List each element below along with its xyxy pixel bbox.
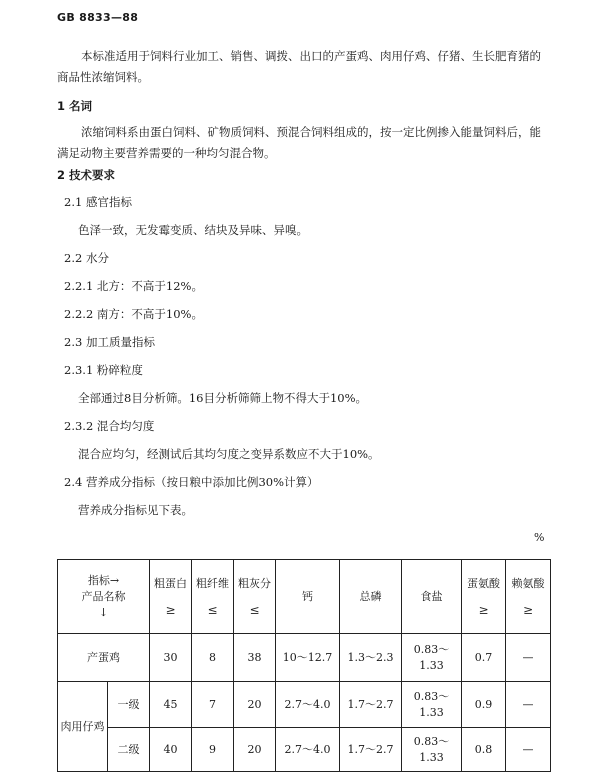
corner-product-label: 产品名称 (81, 589, 126, 603)
product-name-cell: 肉用仔鸡 (58, 682, 108, 772)
table-cell: — (506, 634, 551, 682)
section-2-3-1-heading: 2.3.1 粉碎粒度 (64, 363, 143, 377)
table-cell: 10～12.7 (276, 634, 340, 682)
table-row (58, 682, 551, 728)
column-header (234, 560, 276, 634)
grade-cell: 一级 (108, 682, 150, 728)
table-cell: 2.7～4.0 (276, 682, 340, 728)
table-cell: 1.7～2.7 (340, 682, 402, 728)
table-cell: 0.9 (462, 682, 506, 728)
table-cell: 30 (150, 634, 192, 682)
table-cell: 1.3～2.3 (340, 634, 402, 682)
scope-paragraph: 本标准适用于饲料行业加工、销售、调拨、出口的产蛋鸡、肉用仔鸡、仔猪、生长肥育猪的商品性浓缩饲料。 (57, 49, 541, 84)
table-cell: 38 (234, 634, 276, 682)
table-cell: 2.7～4.0 (276, 728, 340, 772)
section-2-4-heading: 2.4 营养成分指标（按日粮中添加比例30%计算） (64, 475, 319, 489)
table-cell: 8 (192, 634, 234, 682)
table-header-row (58, 560, 551, 634)
section-2-4-text: 营养成分指标见下表。 (78, 503, 193, 517)
section-2-3-heading: 2.3 加工质量指标 (64, 335, 155, 349)
section-1-heading: 1 名词 (57, 99, 93, 113)
table-cell: 0.8 (462, 728, 506, 772)
section-2-3-2-heading: 2.3.2 混合均匀度 (64, 419, 155, 433)
section-2-heading: 2 技术要求 (57, 168, 116, 182)
section-2-2-1-north: 2.2.1 北方：不高于12%。 (64, 279, 203, 293)
table-unit-label: % (534, 531, 545, 544)
column-header (276, 560, 340, 634)
column-name: 总磷 (359, 589, 382, 603)
table-row (58, 728, 551, 772)
section-2-2-2-south: 2.2.2 南方：不高于10%。 (64, 307, 203, 321)
table-cell: 0.7 (462, 634, 506, 682)
section-2-2-heading: 2.2 水分 (64, 251, 109, 265)
column-name: 赖氨酸 (511, 576, 545, 590)
table-cell: — (506, 682, 551, 728)
column-name: 蛋氨酸 (467, 576, 500, 590)
column-header (462, 560, 506, 634)
table-cell (402, 682, 462, 728)
table-cell: 40 (150, 728, 192, 772)
column-header (150, 560, 192, 634)
column-name: 粗蛋白 (154, 576, 187, 590)
section-2-3-1-text: 全部通过8目分析筛。16目分析筛筛上物不得大于10%。 (78, 391, 368, 405)
table-corner-header (58, 560, 150, 634)
section-2-3-2-text: 混合应均匀，经测试后其均匀度之变异系数应不大于10%。 (78, 447, 380, 461)
column-comparator: ≤ (249, 602, 260, 617)
table-cell: 1.7～2.7 (340, 728, 402, 772)
table-row (58, 634, 551, 682)
table-cell: 20 (234, 728, 276, 772)
table-cell: 9 (192, 728, 234, 772)
section-2-1-heading: 2.1 感官指标 (64, 195, 132, 209)
table-cell (402, 634, 462, 682)
column-header (402, 560, 462, 634)
table-cell: — (506, 728, 551, 772)
salt-range-end: 1.33 (419, 658, 444, 672)
column-header (192, 560, 234, 634)
grade-cell: 二级 (108, 728, 150, 772)
salt-range-end: 1.33 (419, 705, 444, 719)
table-cell: 45 (150, 682, 192, 728)
salt-range-start: 0.83～ (413, 734, 450, 748)
corner-indicator-label: 指标→ (87, 573, 120, 587)
section-2-1-text: 色泽一致，无发霉变质、结块及异味、异嗅。 (78, 223, 308, 237)
column-comparator: ≥ (165, 602, 176, 617)
column-comparator: ≤ (207, 602, 218, 617)
salt-range-end: 1.33 (419, 750, 444, 764)
column-name: 粗纤维 (196, 576, 229, 590)
column-name: 钙 (302, 589, 313, 603)
standard-number: GB 8833—88 (57, 11, 139, 24)
column-header (506, 560, 551, 634)
column-header (340, 560, 402, 634)
column-name: 粗灰分 (238, 576, 271, 590)
corner-down-arrow: ↓ (98, 605, 109, 619)
column-name: 食盐 (420, 589, 443, 603)
section-1-text: 浓缩饲料系由蛋白饲料、矿物质饲料、预混合饲料组成的，按一定比例掺入能量饲料后，能满足动物主要营养需要的一种均匀混合物。 (57, 125, 541, 160)
salt-range-start: 0.83～ (413, 689, 450, 703)
column-comparator: ≥ (522, 602, 534, 617)
table-cell: 20 (234, 682, 276, 728)
table-cell (402, 728, 462, 772)
table-cell: 7 (192, 682, 234, 728)
nutrient-spec-table (57, 559, 551, 772)
product-name-cell: 产蛋鸡 (58, 634, 150, 682)
column-comparator: ≥ (478, 602, 489, 617)
salt-range-start: 0.83～ (413, 642, 450, 656)
